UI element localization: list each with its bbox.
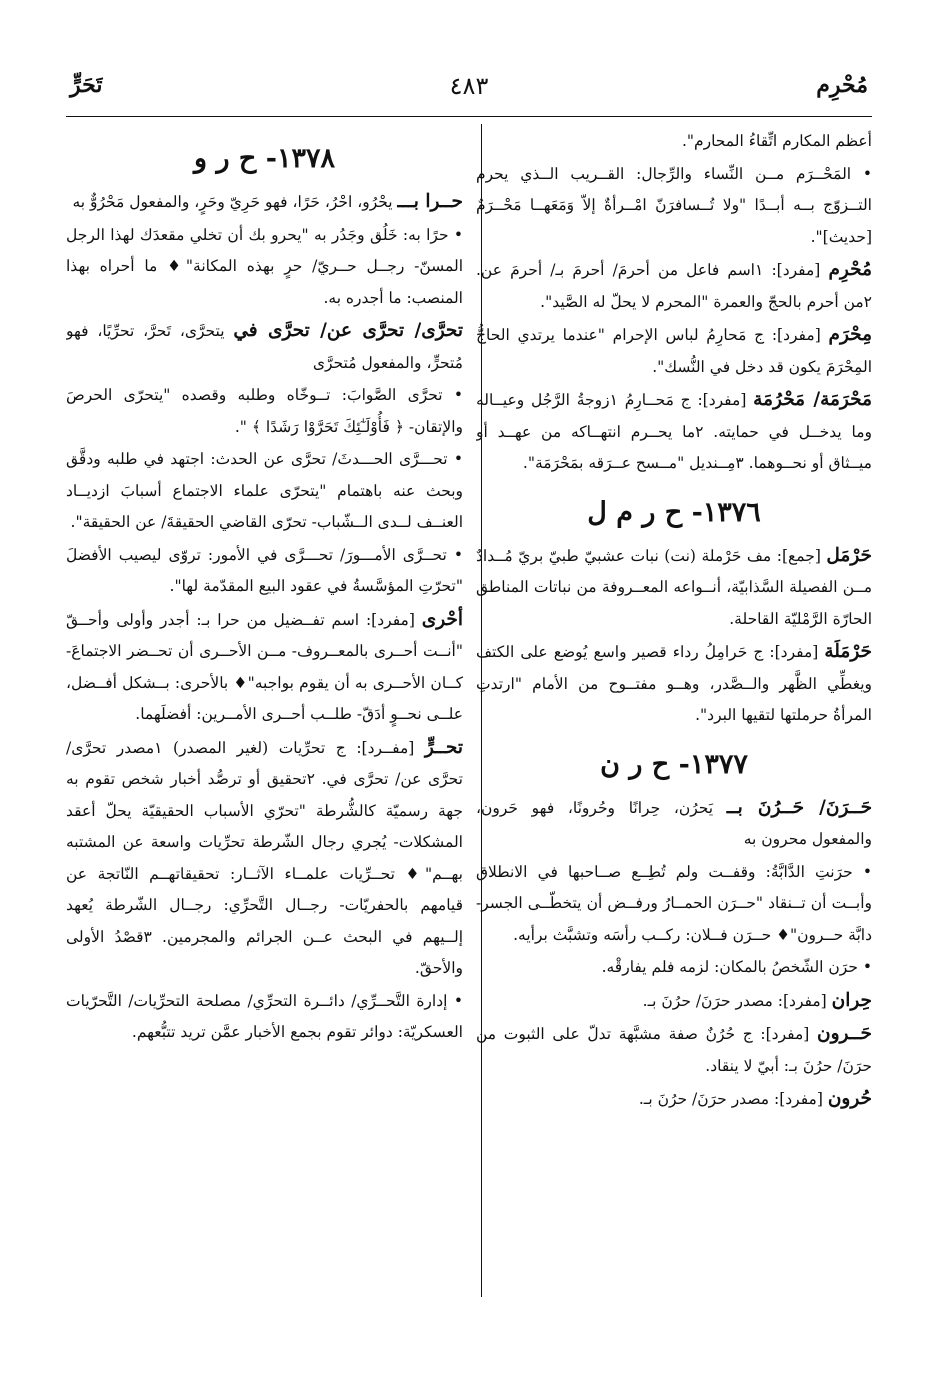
dictionary-entry: [66, 186, 463, 219]
entry-headword: مُحْرِم: [828, 259, 872, 280]
dictionary-entry: [476, 1083, 872, 1116]
dictionary-entry: [476, 319, 872, 383]
left-column: [66, 126, 463, 1050]
entry-headword: حِران: [831, 989, 872, 1011]
dictionary-entry: [476, 636, 872, 732]
dictionary-entry: [476, 985, 872, 1018]
root-heading: ١٣٧٧- ح ر ن: [600, 748, 748, 780]
entry-definition: [مفرد]: ١اسم فاعل من أحرمَ/ أحرمَ بـ/ أحرمَ عن. ٢من أحرم بالحجّ والعمرة "المحرم لا يحلّ له الصَّيد".: [476, 261, 872, 311]
entry-definition: [مفرد]: ج حُرُنٌ صفة مشبَّهة تدلّ على الثبوت من حرَنَ/ حرُنَ بـ: أبيّ لا ينقاد.: [476, 1025, 872, 1075]
entry-definition: [مفرد]: اسم تفــضيل من حرا بـ: أجدر وأولى وأحــقّ "أنــت أحــرى بالمعــروف- مــن الأحــرى أن تحــضر الاجتماعَ- كــان الأحــرى به أن يقوم بواجبه"♦ بالأحرى: بــشكل أفــضل، علــى نحــوٍ أدَقّ- طلــب أحــرى الأمــرين: أفضلَهما.: [66, 610, 463, 723]
entry-headword: أحْرى: [421, 608, 463, 630]
dictionary-entry: [476, 792, 872, 856]
header-guide-word-left: تَحَرٍّ: [70, 72, 103, 98]
dictionary-entry: [66, 604, 463, 731]
sense-paragraph: • حرَنتِ الدَّابَّةُ: وقفــت ولم تُطِــع صــاحبها في الانطلاق وأبــت أن تــنقاد "حــرَن الحمــارُ ورفــض أن يتخطّــى الجسر- دابَّة حــرون"♦ حــرَن فــلان: ركــب رأسَه وتشبَّث برأيه.: [476, 862, 872, 944]
dictionary-entry: [476, 384, 872, 480]
entry-definition: يحْرُو، احْرُ، حَرًا، فهو حَرِيّ وحَرٍ، والمفعول مَحْرُوٌّ به: [72, 193, 398, 211]
entry-definition: [مفرد]: ج مَحــارِمُ ١زوجةُ الرَّجُل وعيــاله وما يدخــل في حمايته. ٢ما يحــرم انتهــاكه من عهــد أو ميــثاق أو نحــوهما. ٣مِــنديل "مــسح عــرَقه بمَحْرَمَة".: [476, 391, 872, 472]
entry-definition: [جمع]: مف حَرْملة (نت) نبات عشبيّ طبيّ بريّ مُــدادٌ مــن الفصيلة السَّذابيّة، أنــواعه المعــروفة من نباتات المناطق الحارّة الرَّمْليّة القاحلة.: [476, 546, 872, 628]
sense-paragraph: • تحــرَّى الأمـــورَ/ تحـــرَّى في الأمور: تروّى ليصيب الأفضلَ "تحرّتِ المؤسَّسةُ في عقود البيع المقدّمة لها".: [66, 545, 463, 595]
entry-definition: [مفــرد]: ج تحرِّيات (لغير المصدر) ١مصدر تحرَّى/ تحرَّى عن/ تحرَّى في. ٢تحقيق أو ترصُّد أخبار شخص تقوم به جهة رسميّة كالشُّرطة "تحرّي الأسباب الحقيقيّة يحلّ أعقد المشكلات- يُجري رجال الشّرطة تحرِّيات واسعة عن المشتبه بهــم"♦ تحــرِّيات علمــاء الآثــار: تحقيقاتهــم النّاتجة عن قيامهم بالحفريّات- رجــال التَّحرِّي: رجــال الشّرطة يُعهد إلــيهم في البحث عــن الجرائم والمجرمين. ٣قصْدُ الأولى والأحقّ.: [66, 738, 463, 977]
entry-headword: تحــرٍّ: [424, 736, 463, 758]
entry-definition: [مفرد]: مصدر حرَنَ/ حرُنَ بـ.: [642, 991, 832, 1010]
entry-headword: مَحْرَمَة/ مَحْرُمَة: [753, 389, 872, 410]
dictionary-entry: [66, 315, 463, 379]
page-header: [70, 72, 868, 108]
sense-paragraph: • تحـــرَّى الحـــدثَ/ تحرَّى عن الحدث: اجتهد في طلبه ودقَّق وبحث عنه باهتمام "يتحرّى علماء الاجتماع أسبابَ ازديــاد العنــف لــدى الــشّباب- تحرّى القاضي الحقيقةَ/ عن الحقيقة".: [66, 450, 463, 531]
header-rule: [66, 116, 872, 117]
entry-headword: حَــرَنَ/ حَــرُنَ بــ: [726, 796, 872, 818]
right-column: [476, 126, 872, 1117]
sense-paragraph: • المَحْــرَم مــن النِّساء والرِّجال: القــريب الــذي يحرم التــزوّج بــه أبــدًا "ولا تُــسافرَنّ امْــرأةٌ إلاّ وَمَعَهــا مَحْــرَمٌ [حديث]".: [476, 164, 872, 246]
entry-headword: حــرا بـــ: [397, 191, 463, 212]
entry-headword: حَرْمَلَة: [824, 641, 872, 662]
sense-paragraph: • تحرَّى الصَّوابَ: تــوخّاه وطلبه وقصده "يتحرّى الحرصَ والإتقان- ﴿ فَأُوْلَـٰٓئِكَ تَحَرَّوْا رَشَدًا ﴾ ".: [66, 386, 463, 436]
sense-paragraph: • حرًا به: خَلُق وجَدُر به "يحرو بك أن تخلي مقعدَك لهذا الرجل المسنّ- رجــل حــريّ/ حرٍ بهذه المكانة"♦ ما أحراه بهذا المنصب: ما أجدره به.: [66, 225, 463, 307]
root-heading: ١٣٧٦- ح ر م ل: [587, 496, 761, 528]
entry-definition: يتحرَّى، تَحرَّ، تحرِّيًا، فهو مُتحرٍّ، والمفعول مُتحرَّى: [66, 322, 463, 372]
entry-definition: يَحرُن، حِرانًا وحُرونًا، فهو حَرون، والمفعول محرون به: [476, 798, 872, 848]
entry-headword: حُرون: [827, 1088, 872, 1109]
sense-paragraph: • إدارة التَّحــرِّي/ دائــرة التحرِّي/ مصلحة التحرِّيات/ التَّحرّيات العسكريّة: دوائر تقوم بجمع الأخبار عمَّن تريد تتبُّعهم.: [66, 991, 463, 1041]
entry-definition: [مفرد]: ج مَحارِمُ لباس الإحرام "عندما يرتدي الحاجُّ المِحْرَمَ يكون قد دخل في النُّسك".: [476, 326, 872, 376]
dictionary-entry: [66, 732, 463, 985]
header-guide-word-right: مُحْرِم: [816, 72, 868, 98]
entry-headword: مِحْرَم: [828, 324, 872, 345]
dictionary-entry: [476, 1018, 872, 1082]
sense-paragraph: • حرَن الشّخصُ بالمكان: لزمه فلم يفارقْه.: [601, 958, 872, 976]
dictionary-entry: [476, 254, 872, 318]
sense-paragraph: أعظم المكارم اتِّقاءُ المحارم".: [681, 132, 872, 150]
entry-headword: حَــرون: [816, 1023, 872, 1044]
dictionary-entry: [476, 540, 872, 636]
page-number: ٤٨٣: [449, 72, 489, 100]
entry-definition: [مفرد]: مصدر حرَنَ/ حرُنَ بـ.: [638, 1090, 828, 1108]
root-heading: ١٣٧٨- ح ر و: [194, 143, 335, 174]
entry-headword: تحرَّى/ تحرَّى عن/ تحرَّى في: [233, 320, 463, 341]
entry-headword: حَرْمَل: [826, 544, 872, 566]
entry-definition: [مفرد]: ج حَرامِلُ رداء قصير واسع يُوضع على الكتف ويغطِّي الظَّهر والــصَّدر، وهــو مفتــوح من الأمام "ارتدتِ المرأةُ حرملتها لتقيها البرد".: [476, 643, 872, 724]
